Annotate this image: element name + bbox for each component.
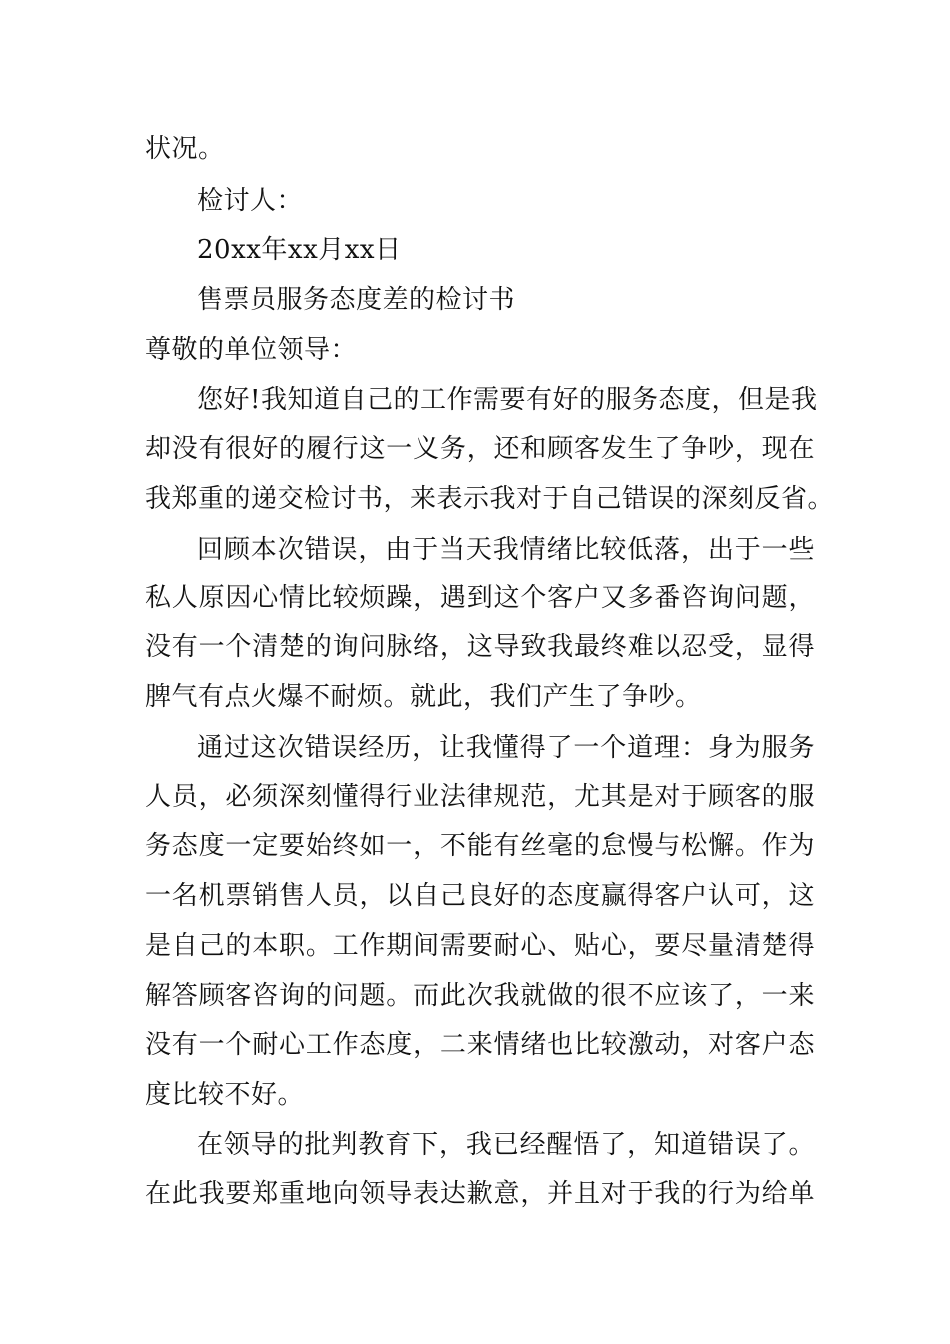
letter-salutation: 尊敬的单位领导： [145, 335, 358, 365]
paragraph-line: 没有一个清楚的询问脉络，这导致我最终难以忍受，显得 [145, 632, 815, 662]
paragraph-line: 解答顾客咨询的问题。而此次我就做的很不应该了，一来 [145, 981, 815, 1011]
paragraph-line: 却没有很好的履行这一义务，还和顾客发生了争吵，现在 [145, 434, 815, 464]
paragraph-line: 我郑重的递交检讨书，来表示我对于自己错误的深刻反省。 [145, 484, 835, 514]
continuation-text: 状况。 [145, 134, 225, 164]
paragraph-line: 度比较不好。 [145, 1080, 305, 1110]
paragraph-line: 是自己的本职。工作期间需要耐心、贴心，要尽量清楚得 [145, 931, 815, 961]
paragraph-line: 一名机票销售人员，以自己良好的态度赢得客户认可，这 [145, 881, 815, 911]
signature-date: 20xx年xx月xx日 [197, 235, 402, 265]
paragraph-line: 通过这次错误经历，让我懂得了一个道理：身为服务 [197, 733, 815, 763]
paragraph-line: 在领导的批判教育下，我已经醒悟了，知道错误了。 [197, 1130, 815, 1160]
paragraph-line: 没有一个耐心工作态度，二来情绪也比较激动，对客户态 [145, 1030, 815, 1060]
paragraph-line: 在此我要郑重地向领导表达歉意，并且对于我的行为给单 [145, 1179, 815, 1209]
paragraph-line: 脾气有点火爆不耐烦。就此，我们产生了争吵。 [145, 682, 702, 712]
paragraph-line: 您好!我知道自己的工作需要有好的服务态度，但是我 [197, 385, 818, 415]
paragraph-line: 私人原因心情比较烦躁，遇到这个客户又多番咨询问题， [145, 583, 815, 613]
paragraph-line: 人员，必须深刻懂得行业法律规范，尤其是对于顾客的服 [145, 782, 815, 812]
paragraph-line: 务态度一定要始终如一，不能有丝毫的怠慢与松懈。作为 [145, 831, 815, 861]
paragraph-line: 回顾本次错误，由于当天我情绪比较低落，出于一些 [197, 535, 815, 565]
signature-label: 检讨人： [197, 186, 304, 216]
letter-title: 售票员服务态度差的检讨书 [197, 285, 516, 315]
